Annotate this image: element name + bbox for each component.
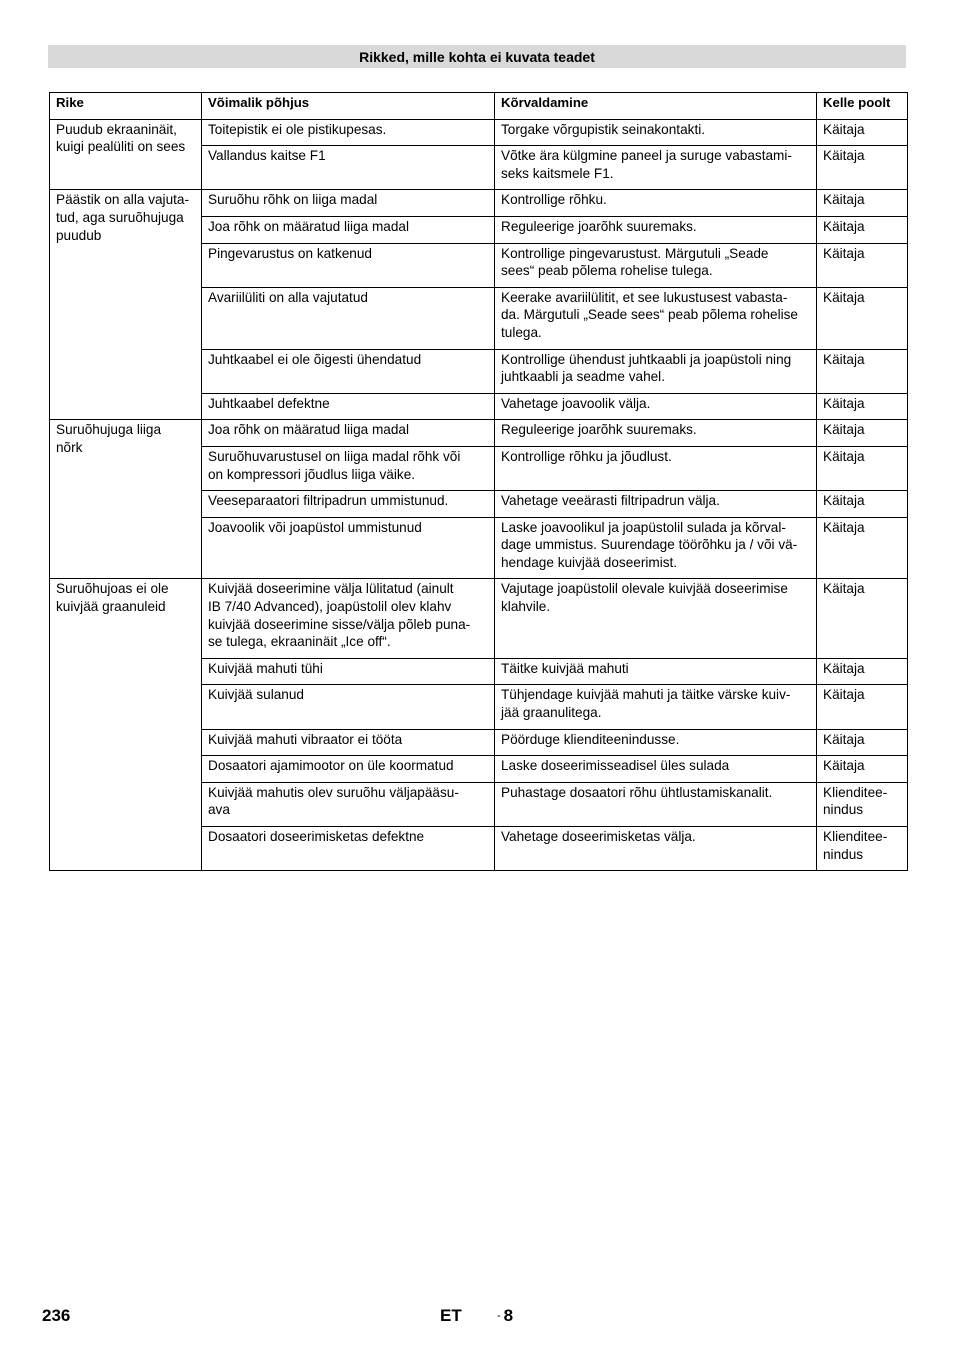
fault-cell: Päästik on alla vajuta- tud, aga suruõhujuga puudub: [50, 190, 202, 420]
remedy-cell: Vahetage veeärasti filtripadrun välja.: [495, 491, 817, 518]
remedy-cell: Laske doseerimisseadisel üles sulada: [495, 756, 817, 783]
remedy-cell: Täitke kuivjää mahuti: [495, 658, 817, 685]
remedy-cell: Vahetage joavoolik välja.: [495, 393, 817, 420]
remedy-cell: Kontrollige ühendust juhtkaabli ja joapüstoli ning juhtkaabli ja seadme vahel.: [495, 349, 817, 393]
cause-cell: Joa rõhk on määratud liiga madal: [202, 420, 495, 447]
by-cell: Käitaja: [817, 658, 908, 685]
remedy-cell: Torgake võrgupistik seinakontakti.: [495, 119, 817, 146]
remedy-cell: Keerake avariilülitit, et see lukustusest vabasta- da. Märgutuli „Seade sees“ peab põlema rohelise tulega.: [495, 287, 817, 349]
cause-cell: Suruõhuvarustusel on liiga madal rõhk või on kompressori jõudlus liiga väike.: [202, 446, 495, 490]
cause-cell: Toitepistik ei ole pistikupesas.: [202, 119, 495, 146]
header-remedy: Kõrvaldamine: [495, 93, 817, 120]
sub-page-number: 8: [503, 1306, 514, 1325]
by-cell: Käitaja: [817, 190, 908, 217]
by-cell: Käitaja: [817, 119, 908, 146]
remedy-cell: Võtke ära külgmine paneel ja suruge vabastami- seks kaitsmele F1.: [495, 146, 817, 190]
cause-cell: Kuivjää mahutis olev suruõhu väljapääsu- ava: [202, 782, 495, 826]
cause-cell: Avariilüliti on alla vajutatud: [202, 287, 495, 349]
page-number: 236: [42, 1306, 71, 1325]
cause-cell: Juhtkaabel ei ole õigesti ühendatud: [202, 349, 495, 393]
cause-cell: Kuivjää mahuti vibraator ei tööta: [202, 729, 495, 756]
table-row: [50, 420, 908, 447]
cause-cell: Joavoolik või joapüstol ummistunud: [202, 517, 495, 579]
cause-cell: Joa rõhk on määratud liiga madal: [202, 216, 495, 243]
remedy-cell: Reguleerige joarõhk suuremaks.: [495, 216, 817, 243]
language-code: ET: [440, 1306, 462, 1325]
cause-cell: Kuivjää mahuti tühi: [202, 658, 495, 685]
by-cell: Käitaja: [817, 216, 908, 243]
by-cell: Käitaja: [817, 491, 908, 518]
cause-cell: Kuivjää sulanud: [202, 685, 495, 729]
fault-cell: Puudub ekraaninäit, kuigi pealüliti on sees: [50, 119, 202, 190]
remedy-cell: Puhastage dosaatori rõhu ühtlustamiskanalit.: [495, 782, 817, 826]
fault-cell: Suruõhujuga liiga nõrk: [50, 420, 202, 579]
by-cell: Käitaja: [817, 517, 908, 579]
by-cell: Käitaja: [817, 146, 908, 190]
remedy-cell: Vajutage joapüstolil olevale kuivjää doseerimise klahvile.: [495, 579, 817, 658]
by-cell: Käitaja: [817, 756, 908, 783]
by-cell: Käitaja: [817, 243, 908, 287]
remedy-cell: Tühjendage kuivjää mahuti ja täitke värske kuiv- jää graanulitega.: [495, 685, 817, 729]
cause-cell: Juhtkaabel defektne: [202, 393, 495, 420]
footer-dash: -: [497, 1310, 501, 1322]
by-cell: Klienditee- nindus: [817, 782, 908, 826]
by-cell: Käitaja: [817, 420, 908, 447]
by-cell: Käitaja: [817, 579, 908, 658]
cause-cell: Kuivjää doseerimine välja lülitatud (ainult IB 7/40 Advanced), joapüstolil olev klahv kuivjää doseerimine sisse/välja põleb puna- se tulega, ekraaninäit „Ice off“.: [202, 579, 495, 658]
by-cell: Käitaja: [817, 393, 908, 420]
remedy-cell: Reguleerige joarõhk suuremaks.: [495, 420, 817, 447]
table-row: [50, 579, 908, 658]
by-cell: Klienditee- nindus: [817, 827, 908, 871]
cause-cell: Pingevarustus on katkenud: [202, 243, 495, 287]
cause-cell: Suruõhu rõhk on liiga madal: [202, 190, 495, 217]
fault-cell: Suruõhujoas ei ole kuivjää graanuleid: [50, 579, 202, 871]
header-fault: Rike: [50, 93, 202, 120]
cause-cell: Dosaatori ajamimootor on üle koormatud: [202, 756, 495, 783]
remedy-cell: Pöörduge klienditeenindusse.: [495, 729, 817, 756]
by-cell: Käitaja: [817, 287, 908, 349]
header-cause: Võimalik põhjus: [202, 93, 495, 120]
cause-cell: Vallandus kaitse F1: [202, 146, 495, 190]
cause-cell: Dosaatori doseerimisketas defektne: [202, 827, 495, 871]
cause-cell: Veeseparaatori filtripadrun ummistunud.: [202, 491, 495, 518]
by-cell: Käitaja: [817, 729, 908, 756]
remedy-cell: Laske joavoolikul ja joapüstolil sulada ja kõrval- dage ummistus. Suurendage töörõhku ja / või vä- hendage kuivjää doseerimist.: [495, 517, 817, 579]
remedy-cell: Kontrollige rõhku.: [495, 190, 817, 217]
section-page-marker: [497, 1306, 513, 1326]
remedy-cell: Vahetage doseerimisketas välja.: [495, 827, 817, 871]
remedy-cell: Kontrollige rõhku ja jõudlust.: [495, 446, 817, 490]
table-header-row: [50, 93, 908, 120]
table-row: [50, 119, 908, 146]
header-by: Kelle poolt: [817, 93, 908, 120]
section-title: Rikked, mille kohta ei kuvata teadet: [48, 45, 906, 68]
troubleshooting-table: [49, 92, 908, 871]
by-cell: Käitaja: [817, 349, 908, 393]
remedy-cell: Kontrollige pingevarustust. Märgutuli „Seade sees“ peab põlema rohelise tulega.: [495, 243, 817, 287]
table-row: [50, 190, 908, 217]
by-cell: Käitaja: [817, 685, 908, 729]
by-cell: Käitaja: [817, 446, 908, 490]
